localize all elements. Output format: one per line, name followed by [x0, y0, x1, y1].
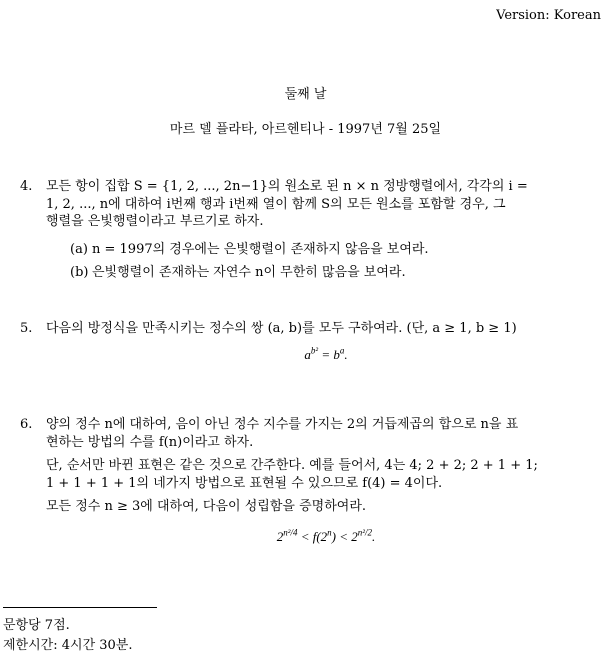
- problem-6-example-line-2: 1 + 1 + 1 + 1의 네가지 방법으로 표현될 수 있으므로 f(4) = 4이다.: [46, 475, 443, 491]
- day-title: 둘째 날: [284, 87, 327, 102]
- ineq-left-base: 2: [276, 528, 284, 544]
- problem-5-body: [46, 320, 606, 363]
- ineq-left-exponent: n²/4: [283, 527, 298, 538]
- eq-left-base: a: [304, 346, 311, 362]
- problem-6-inequality: [46, 528, 606, 546]
- problem-5-equation: [46, 346, 606, 364]
- problem-6: [20, 416, 606, 545]
- version-label: Version: Korean: [496, 8, 601, 23]
- eq-right-exponent: a: [339, 345, 345, 356]
- problem-6-number: 6.: [20, 417, 33, 432]
- part-a-text: n = 1997의 경우에는 은빛행렬이 존재하지 않음을 보여라.: [92, 241, 429, 257]
- problem-4-part-a: [70, 241, 606, 259]
- ineq-end: .: [371, 528, 376, 544]
- ineq-middle: < f(2: [297, 528, 328, 544]
- problem-6-line-1: 양의 정수 n에 대하여, 음이 아닌 정수 지수를 가지는 2의 거듭제곱의 합으로 n을 표: [46, 417, 519, 432]
- part-a-label: (a): [70, 241, 88, 257]
- footnote-divider: [3, 607, 157, 608]
- problem-4-line-1: 모든 항이 집합 S = {1, 2, ..., 2n−1}의 원소로 된 n × n 정방행렬에서, 각각의 i =: [46, 179, 528, 194]
- problem-4-part-b: [70, 264, 606, 282]
- problem-4-number: 4.: [20, 179, 33, 194]
- eq-right-base: b: [333, 346, 340, 362]
- problem-4-line-2: 1, 2, ..., n에 대하여 i번째 행과 i번째 열이 함께 S의 모든 원소를 포함할 경우, 그: [46, 196, 506, 212]
- eq-left-exponent: b²: [310, 345, 319, 356]
- eq-equals: =: [318, 346, 334, 362]
- ineq-middle-2: ) < 2: [331, 528, 358, 544]
- problem-6-example: [46, 457, 606, 492]
- ineq-right-exponent: n²/2: [357, 527, 372, 538]
- problem-6-prove-line: 모든 정수 n ≥ 3에 대하여, 다음이 성립함을 증명하여라.: [46, 499, 367, 515]
- part-b-text: 은빛행렬이 존재하는 자연수 n이 무한히 많음을 보여라.: [92, 265, 406, 281]
- problem-6-body: [46, 416, 606, 545]
- problem-5: [20, 320, 606, 363]
- place-date-line: 마르 델 플라타, 아르헨티나 - 1997년 7월 25일: [169, 122, 442, 137]
- problem-6-example-line-1: 단, 순서만 바뀐 표현은 같은 것으로 간주한다. 예를 들어서, 4는 4; 2 + 2; 2 + 1 + 1;: [46, 458, 538, 474]
- part-b-label: (b): [70, 265, 89, 281]
- problem-4: [20, 178, 606, 282]
- problem-6-line-2: 현하는 방법의 수를 f(n)이라고 하자.: [46, 434, 254, 450]
- problem-4-body: [46, 178, 606, 282]
- footnote-time: 제한시간: 4시간 30분.: [3, 638, 133, 653]
- problem-5-text: 다음의 방정식을 만족시키는 정수의 쌍 (a, b)를 모두 구하여라. (단, a ≥ 1, b ≥ 1): [46, 321, 517, 336]
- eq-end: .: [344, 346, 348, 362]
- footnote-points: 문항당 7점.: [3, 618, 70, 633]
- problem-5-number: 5.: [20, 321, 33, 336]
- ineq-middle-exponent: n: [327, 527, 332, 538]
- problem-4-line-3: 행렬을 은빛행렬이라고 부르기로 하자.: [46, 214, 264, 230]
